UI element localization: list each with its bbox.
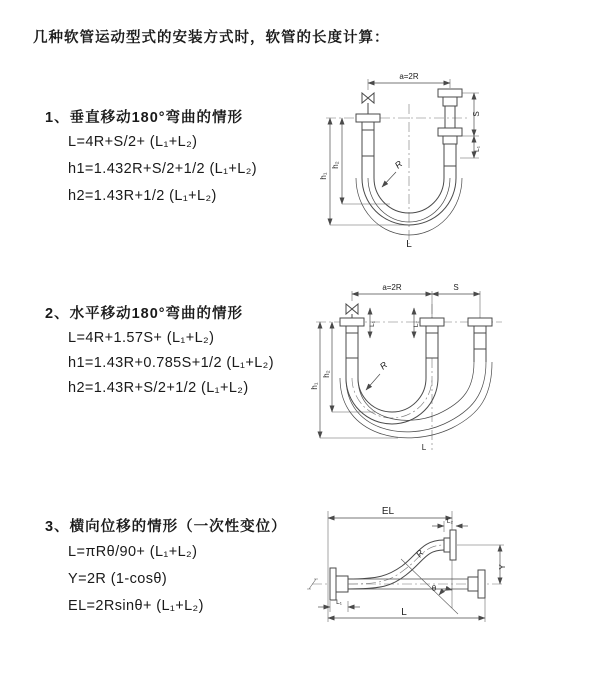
middle-pipe-fitting	[420, 318, 444, 358]
section-3-formula-L: L=πRθ/90+ (L₁+L₂)	[68, 544, 198, 560]
dimension-el	[328, 506, 452, 622]
radius-label: R	[392, 158, 405, 171]
diagram-horizontal-180-bend	[306, 278, 598, 466]
dim-label-l1: L₁	[336, 599, 342, 606]
radius-callout	[382, 158, 405, 187]
dim-label-L: L	[421, 443, 427, 452]
angle-theta	[401, 547, 458, 614]
left-pipe-fitting	[356, 114, 380, 156]
left-pipe-fitting	[340, 318, 364, 358]
dimension-a-2r	[368, 72, 450, 90]
section-3-heading: 3、横向位移的情形（一次性变位）	[45, 519, 287, 535]
hose-s-curve	[348, 540, 444, 589]
dimension-h2	[331, 118, 390, 204]
dimension-l1	[460, 136, 481, 158]
section-2-formula-h2: h2=1.43R+S/2+1/2 (L₁+L₂)	[68, 380, 249, 396]
right-pipe-fitting	[438, 89, 462, 166]
radius-label: R	[413, 547, 426, 560]
dim-label-h1: h₁	[319, 172, 328, 180]
section-2-formula-h1: h1=1.43R+0.785S+1/2 (L₁+L₂)	[68, 355, 274, 371]
angle-label: θ	[431, 584, 437, 593]
dim-label-L: L	[401, 607, 407, 618]
left-flange	[330, 568, 348, 600]
dim-label-a2r: a=2R	[399, 72, 419, 81]
section-1-formula-h1: h1=1.432R+S/2+1/2 (L₁+L₂)	[68, 161, 258, 177]
dimension-s	[432, 283, 480, 318]
upper-flange	[444, 530, 456, 560]
section-2-heading: 2、水平移动180°弯曲的情形	[45, 306, 244, 322]
dim-label-l2: L₂	[446, 518, 454, 525]
dim-label-s: S	[472, 111, 481, 117]
section-1-formula-h2: h2=1.43R+1/2 (L₁+L₂)	[68, 188, 217, 204]
dim-label-a2r: a=2R	[382, 283, 402, 292]
dim-label-s: S	[453, 283, 459, 292]
section-2-formula-L: L=4R+1.57S+ (L₁+L₂)	[68, 330, 215, 346]
dim-label-h1: h₁	[310, 382, 319, 390]
section-1-formula-L: L=4R+S/2+ (L₁+L₂)	[68, 134, 198, 150]
dimension-l1	[318, 599, 360, 612]
dim-label-l2: L₂	[413, 320, 420, 328]
radius-callout	[366, 359, 390, 390]
dim-label-h2: h₂	[331, 161, 340, 169]
dim-label-el: EL	[381, 506, 395, 517]
diagram-lateral-displacement	[300, 498, 600, 648]
dimension-l	[328, 598, 485, 622]
page-title: 几种软管运动型式的安装方式时，软管的长度计算：	[33, 30, 390, 46]
section-1-heading: 1、垂直移动180°弯曲的情形	[45, 110, 244, 126]
dimension-l2	[413, 308, 420, 338]
dimension-a-2r	[352, 283, 432, 318]
valve-icon	[346, 304, 358, 318]
centerlines	[326, 104, 468, 244]
section-3-formula-Y: Y=2R (1-cosθ)	[68, 571, 168, 587]
dimension-s	[462, 93, 481, 136]
dim-label-y: Y	[498, 564, 507, 570]
right-pipe-fitting	[468, 318, 492, 349]
section-3-formula-EL: EL=2Rsinθ+ (L₁+L₂)	[68, 598, 204, 614]
valve-icon	[362, 93, 374, 114]
dimension-l1	[369, 308, 376, 338]
hose-position-2	[340, 349, 492, 438]
dim-label-h2: h₂	[322, 370, 331, 378]
dim-label-L: L	[406, 239, 412, 250]
radius-label: R	[377, 359, 390, 372]
dim-label-l1: L₁	[474, 146, 481, 152]
diagram-vertical-180-bend	[312, 66, 600, 261]
dim-label-l1: L₁	[369, 321, 376, 327]
